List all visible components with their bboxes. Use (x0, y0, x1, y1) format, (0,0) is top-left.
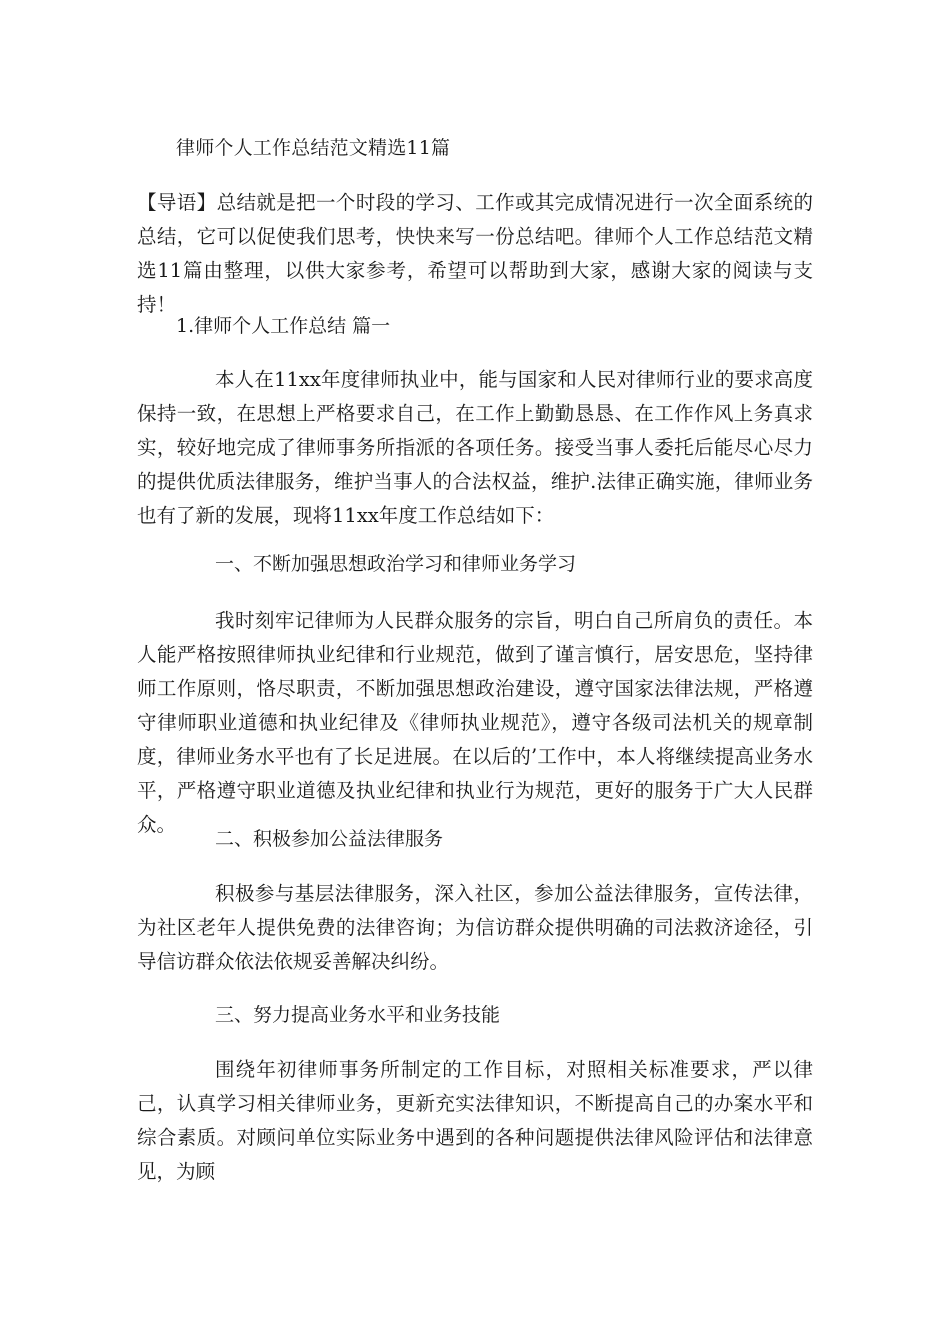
document-title: 律师个人工作总结范文精选11篇 (176, 137, 451, 159)
body-paragraph-2: 我时刻牢记律师为人民群众服务的宗旨，明白自己所肩负的责任。本人能严格按照律师执业纪律和行业规范，做到了谨言慎行，居安思危，坚持律师工作原则，恪尽职责，不断加强思想政治建设，遵守国家法律法规，严格遵守律师职业道德和执业纪律及《律师执业规范》，遵守各级司法机关的规章制度，律师业务水平也有了长足进展。在以后的’工作中，本人将继续提高业务水平，严格遵守职业道德及执业纪律和执业行为规范，更好的服务于广大人民群众。 (137, 609, 813, 836)
intro-paragraph: 【导语】总结就是把一个时段的学习、工作或其完成情况进行一次全面系统的总结，它可以促使我们思考，快快来写一份总结吧。律师个人工作总结范文精选11篇由整理，以供大家参考，希望可以帮助到大家，感谢大家的阅读与支持！ (137, 191, 813, 316)
body-paragraph-3: 积极参与基层法律服务，深入社区，参加公益法律服务，宣传法律，为社区老年人提供免费的法律咨询；为信访群众提供明确的司法救济途径，引导信访群众依法依规妥善解决纠纷。 (137, 882, 813, 973)
body-paragraph-1: 本人在11xx年度律师执业中，能与国家和人民对律师行业的要求高度保持一致，在思想上严格要求自己，在工作上勤勤恳恳、在工作作风上务真求实，较好地完成了律师事务所指派的各项任务。接受当事人委托后能尽心尽力的提供优质法律服务，维护当事人的合法权益，维护.法律正确实施，律师业务也有了新的发展，现将11xx年度工作总结如下： (137, 368, 813, 527)
section-title: 1.律师个人工作总结 篇一 (176, 315, 391, 337)
section-heading-3: 三、努力提高业务水平和业务技能 (215, 1004, 501, 1026)
body-paragraph-4: 围绕年初律师事务所制定的工作目标，对照相关标准要求，严以律己，认真学习相关律师业务，更新充实法律知识，不断提高自己的办案水平和综合素质。对顾问单位实际业务中遇到的各种问题提供法律风险评估和法律意见，为顾 (137, 1058, 813, 1183)
section-heading-2: 二、积极参加公益法律服务 (215, 828, 444, 850)
section-heading-1: 一、不断加强思想政治学习和律师业务学习 (215, 553, 577, 575)
